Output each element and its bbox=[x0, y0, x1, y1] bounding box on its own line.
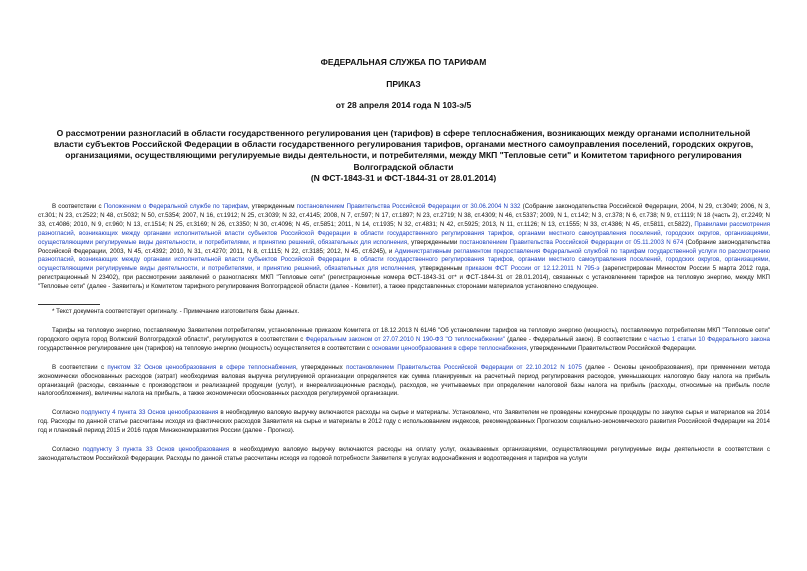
link-fst-order-795[interactable]: приказом ФСТ России от 12.12.2011 N 795-э bbox=[465, 265, 600, 273]
text-span: , утвержденными Правительством Российской Федерации. bbox=[526, 344, 697, 352]
paragraph-services bbox=[38, 446, 770, 464]
text-span: (Собрание законодательства Российской Федерации, 2004, N 29, ст.3049; 2006, N 3, ст.301; N 23, ст.2522; N 48, ст.5032; N 50, ст.5354; 2007, N 16, ст.1912; N 25, ст.3039; N 32, ст.4145; 2008, N 7, ст.597; N 17, ст.1897; N 23, ст.2719; N 38, ст.4309; N 46, ст.5337; 2009, N 1, ст.142; N 3, ст.378; N 6, ст.738; N 9, ст.1119; N 18 (часть 2), ст.2249; N 33, ст.4086; 2010, N 9, ст.960; N 13, ст.1514; N 25, ст.3169; N 26, ст.3350; N 30, ст.4096; N 45, ст.5851; 2011, N 14, ст.1935; N 32, ст.4831; N 42, ст.5925; 2013, N 11, ст.1126; N 13, ст.1555; N 33, ст.4386; N 45, ст.5811, ст.5822), bbox=[38, 203, 770, 228]
document-body bbox=[38, 203, 770, 464]
paragraph-legal-basis bbox=[38, 203, 770, 292]
text-span: в необходимую валовую выручку включаются расходы на сырье и материалы. Установлено, что Заявителем не проведены конкурсные процедуры по закупке сырья и материалов на 2014 год. Расходы по данной статье рассчитаны исходя из фактических расходов Заявителя на сырье и материалы в 2012 году с использованием индексов, рекомендованных Прогнозом социально-экономического развития Российской Федерации на 2014 год и плановый период 2015 и 2016 годов Минэкономразвития России (далее - Прогноз). bbox=[38, 409, 770, 435]
text-span: В соответствии с bbox=[52, 363, 108, 371]
link-government-decree-674[interactable]: постановлением Правительства Российской Федерации от 05.11.2003 N 674 bbox=[459, 238, 684, 246]
text-span: (далее - Основы ценообразования), при применении метода экономически обоснованных расходов (затрат) необходимая валовая выручка регулируемой организации определяется как сумма планируемых на расчетный период регулирования расходов, уменьшающих налоговую базу налога на прибыль организаций (расходы, связанные с производством и реализацией продукции (услуг), и внереализационные расходы), расходов, не учитываемых при определении налоговой базы налога на прибыль (расходы, относимые на прибыль после налогообложения), величины налога на прибыль, а также экономически обоснованных расходов регулируемой организации. bbox=[38, 363, 770, 398]
text-span: В соответствии с bbox=[52, 203, 104, 210]
link-clause-33-sub-3[interactable]: подпункту 3 пункта 33 Основ ценообразования bbox=[82, 446, 230, 454]
link-article-10-part-1[interactable]: частью 1 статьи 10 Федерального закона bbox=[649, 335, 770, 343]
title-text: О рассмотрении разногласий в области государственного регулирования цен (тарифов) в сфере теплоснабжения, возникающих между органами исполнительной власти субъектов Российской Федерации в области государственного регулирования тарифов, органами местного самоуправления поселений, городских округов, организациями, осуществляющими регулируемые виды деятельности, и потребителями, между МКП "Тепловые сети" и Комитетом тарифного регулирования Волгоградской области bbox=[53, 128, 754, 172]
link-administrative-regulation[interactable]: Административным регламентом предоставления Федеральной службой по тарифам государственной услуги по рассмотрению разногласий, возникающих между органами исполнительной власти субъектов Российской Федерации в области государственного регулирования тарифов, органами местного самоуправления поселений, городских округов, организациями, осуществляющими регулируемые виды деятельности, и потребителями, и принятию решений, обязательных для исполнения bbox=[38, 247, 770, 273]
text-span: , утвержденными bbox=[407, 238, 460, 246]
text-span: (далее - Федеральный закон). В соответствии с bbox=[504, 335, 650, 343]
link-federal-law-190[interactable]: Федеральным законом от 27.07.2010 N 190-ФЗ "О теплоснабжении" bbox=[305, 335, 505, 343]
text-span: государственное регулирование цен (тарифов) на тепловую энергию (мощность) осуществляется в соответствии с bbox=[38, 344, 372, 352]
paragraph-materials bbox=[38, 409, 770, 436]
text-span: Тарифы на тепловую энергию, поставляемую Заявителем потребителям, установленные приказом Комитета от 18.12.2013 N 61/46 "Об установлении тарифов на тепловую энергию (мощность), поставляемую потребителям МКП "Тепловые сети" городского округа город Волжский Волгоградской области", регулируются в соответствии с bbox=[38, 326, 770, 343]
text-span: (зарегистрирован Минюстом России 5 марта 2012 года, регистрационный N 23402), при рассмотрении заявлений о разногласиях МКП "Тепловые сети" (регистрационные номера ФСТ-1843-31 от* и ФСТ-1844-31 от 28.01.2014), связанных с установлением тарифов на тепловую энергию, между МКП "Тепловые сети" (далее - Заявитель) и Комитетом тарифного регулирования Волгоградской области (далее - Комитет), а также представленных сторонами материалов установлено следующее. bbox=[38, 265, 770, 291]
agency-name: ФЕДЕРАЛЬНАЯ СЛУЖБА ПО ТАРИФАМ bbox=[320, 57, 487, 67]
footnote-divider bbox=[38, 304, 100, 305]
link-fst-regulation[interactable]: Положением о Федеральной службе по тарифам bbox=[103, 203, 248, 210]
link-government-decree-332[interactable]: постановлением Правительства Российской Федерации от 30.06.2004 N 332 bbox=[296, 203, 521, 210]
link-clause-32[interactable]: пунктом 32 Основ ценообразования в сфере теплоснабжения bbox=[107, 363, 297, 371]
text-span: , утвержденных bbox=[296, 363, 347, 371]
link-dispute-rules[interactable]: Правилами рассмотрения разногласий, возникающих между органами исполнительной власти субъектов Российской Федерации в области государственного регулирования тарифов, органами местного самоуправления поселений, городских округов, организациями, осуществляющими регулируемые виды деятельности, и потребителями, и принятию решений, обязательных для исполнения bbox=[38, 220, 771, 246]
document-date-number: от 28 апреля 2014 года N 103-э/5 bbox=[335, 100, 472, 110]
document-title bbox=[50, 128, 757, 184]
text-span: Согласно bbox=[52, 446, 83, 454]
title-registration-numbers: (N ФСТ-1843-31 и ФСТ-1844-31 от 28.01.2014) bbox=[310, 172, 497, 183]
text-span: Согласно bbox=[52, 409, 82, 417]
text-span: , утвержденным bbox=[247, 203, 297, 210]
text-span: в необходимую валовую выручку включаются расходы на оплату услуг, оказываемых организациями, осуществляющими регулируемые виды деятельности в соответствии с законодательством Российской Федерации. Расходы по данной статье рассчитаны исходя из годовой потребности Заявителя в услугах водоснабжения и водоотведения и тарифов на услуги bbox=[38, 446, 770, 462]
link-pricing-fundamentals[interactable]: основами ценообразования в сфере теплоснабжения bbox=[371, 344, 527, 352]
paragraph-revenue-method bbox=[38, 364, 770, 400]
document-type: ПРИКАЗ bbox=[386, 79, 421, 89]
link-clause-33-sub-4[interactable]: подпункту 4 пункта 33 Основ ценообразования bbox=[81, 409, 219, 417]
text-span: (Собрание законодательства Российской Федерации, 2003, N 45, ст.4392; 2010, N 31, ст.4270; 2011, N 8, ст.1115; N 22, ст.3185; 2012, N 45, ст.6245), и bbox=[38, 238, 771, 255]
text-span: , утвержденным bbox=[414, 265, 466, 273]
link-government-decree-1075[interactable]: постановлением Правительства Российской Федерации от 22.10.2012 N 1075 bbox=[346, 363, 582, 371]
paragraph-tariffs bbox=[38, 327, 770, 354]
footnote: * Текст документа соответствует оригиналу. - Примечание изготовителя базы данных. bbox=[52, 308, 300, 316]
